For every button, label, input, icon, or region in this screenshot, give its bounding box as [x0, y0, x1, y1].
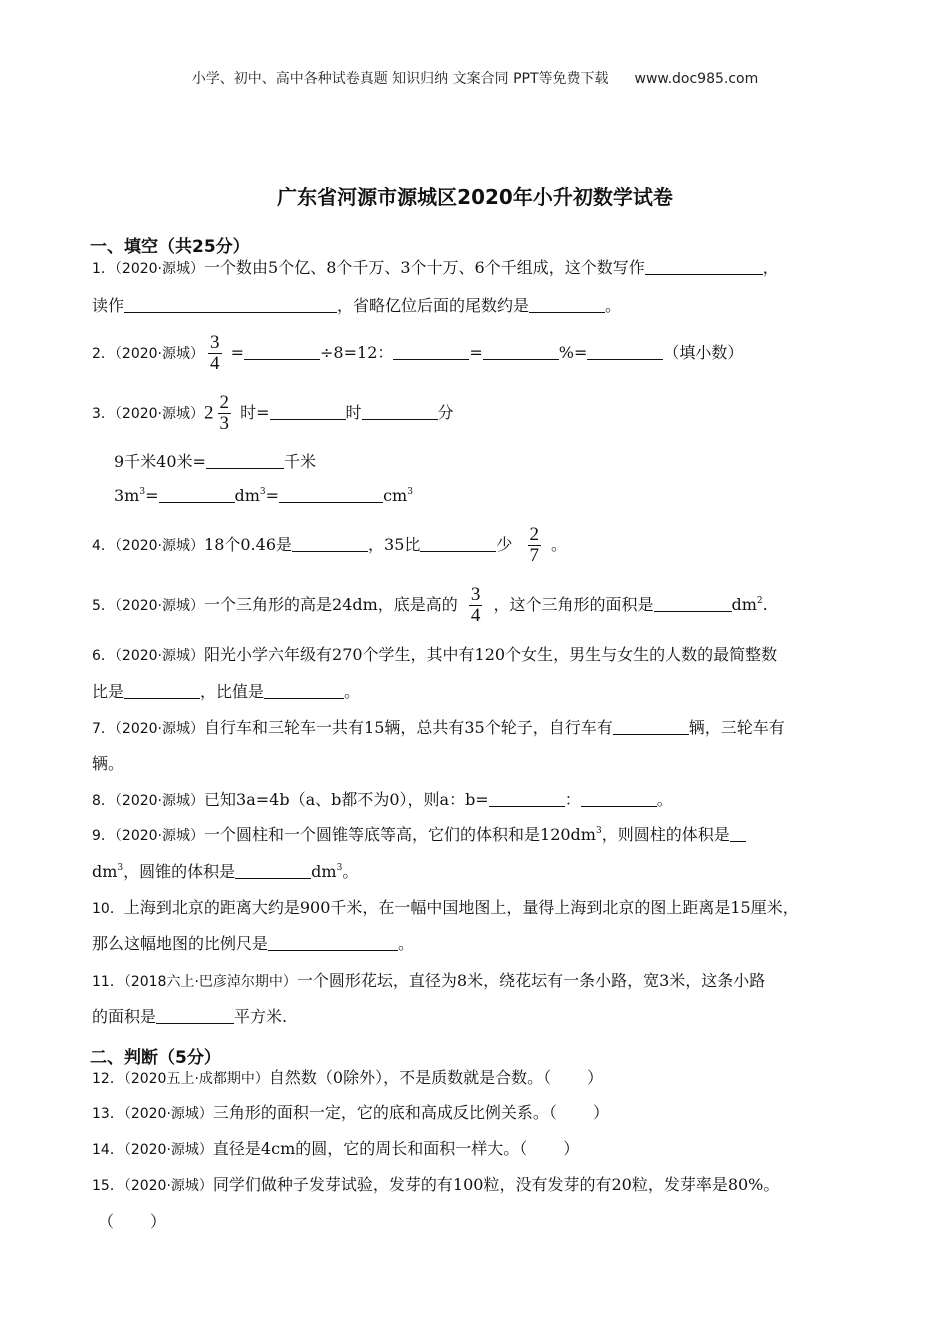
answer-blank[interactable] [159, 487, 235, 503]
page-header [0, 68, 950, 88]
question-15-line2: （ ） [98, 1212, 167, 1231]
question-10-line2: 那么这幅地图的比例尺是 。 [92, 934, 415, 953]
fraction: $\frac{3}{4}$ [210, 332, 220, 374]
answer-blank[interactable] [730, 826, 746, 842]
answer-blank[interactable] [156, 1008, 234, 1024]
answer-blank[interactable] [362, 404, 438, 420]
fraction: $\frac{3}{4}$ [470, 584, 481, 626]
question-8: 8．（2020·源城）已知3a=4b（a、b都不为0），则a：b= ： 。 [92, 790, 673, 809]
question-1-line2: 读作 ，省略亿位后面的尾数约是 。 [92, 296, 622, 315]
question-5: 5．（2020·源城）一个三角形的高是24dm，底是高的 $\frac{3}{4}$ ，这个三角形的面积是 $dm^2$. [92, 584, 768, 626]
question-14: 14．（2020·源城）直径是4cm的圆，它的周长和面积一样大。（ ） [92, 1139, 580, 1158]
fraction: $\frac{2}{3}$ [219, 392, 230, 434]
answer-blank[interactable] [206, 453, 284, 469]
answer-blank[interactable] [270, 404, 346, 420]
question-10: 10．上海到北京的距离大约是900千米，在一幅中国地图上，量得上海到北京的图上距离是15厘米， [92, 898, 799, 917]
section-fill-blank: 一、填空（共25分） [90, 237, 250, 257]
question-3: 3．（2020·源城）2 $\frac{2}{3}$ 时= 时 分 [92, 392, 454, 434]
answer-blank[interactable] [420, 536, 496, 552]
question-7: 7．（2020·源城）自行车和三轮车一共有15辆，总共有35个轮子，自行车有 辆，三轮车有 [92, 718, 785, 737]
question-2: 2．（2020·源城） $\frac{3}{4}$ = ÷8=12： = %= （填小数） [92, 332, 744, 374]
answer-blank[interactable] [124, 683, 200, 699]
question-11: 11．（2018六上·巴彦淖尔期中）一个圆形花坛，直径为8米，绕花坛有一条小路，宽3米，这条小路 [92, 971, 766, 990]
answer-blank[interactable] [264, 683, 344, 699]
answer-blank[interactable] [244, 344, 320, 360]
answer-blank[interactable] [279, 487, 383, 503]
question-12: 12．（2020五上·成都期中）自然数（0除外），不是质数就是合数。（ ） [92, 1068, 604, 1087]
answer-blank[interactable] [124, 297, 337, 313]
question-15: 15．（2020·源城）同学们做种子发芽试验，发芽的有100粒，没有发芽的有20粒，发芽率是80%。 [92, 1175, 780, 1194]
question-4: 4．（2020·源城）18个0.46是 ，35比 少 $\frac{2}{7}$ 。 [92, 524, 568, 566]
answer-blank[interactable] [645, 259, 763, 275]
answer-blank[interactable] [529, 297, 605, 313]
question-13: 13．（2020·源城）三角形的面积一定，它的底和高成反比例关系。（ ） [92, 1103, 609, 1122]
question-1: 1．（2020·源城）一个数由5个亿、8个千万、3个十万、6个千组成，这个数写作 ， [92, 258, 779, 277]
answer-blank[interactable] [235, 863, 311, 879]
question-9: 9．（2020·源城）一个圆柱和一个圆锥等底等高，它们的体积和是$120dm^3$，则圆柱的体积是 [92, 825, 746, 846]
answer-blank[interactable] [654, 596, 732, 612]
page-title: 广东省河源市源城区2020年小升初数学试卷 [277, 185, 673, 209]
answer-blank[interactable] [268, 935, 398, 951]
question-3-line2: 9千米40米= 千米 [114, 452, 316, 471]
answer-blank[interactable] [613, 719, 689, 735]
fraction: $\frac{2}{7}$ [529, 524, 539, 566]
header-text: 小学、初中、高中各种试卷真题 知识归纳 文案合同 PPT等免费下载 [191, 71, 609, 87]
question-6: 6．（2020·源城）阳光小学六年级有270个学生，其中有120个女生，男生与女生的人数的最简整数 [92, 645, 778, 664]
header-url[interactable]: www.doc985.com [634, 71, 759, 87]
question-7-line2: 辆。 [92, 754, 125, 773]
answer-blank[interactable] [393, 344, 469, 360]
question-3-line3: $3m^3= dm^3= cm^3$ [114, 486, 413, 505]
answer-blank[interactable] [581, 791, 657, 807]
answer-blank[interactable] [489, 791, 565, 807]
question-6-line2: 比是 ，比值是 。 [92, 682, 361, 701]
question-11-line2: 的面积是 平方米. [92, 1007, 288, 1026]
section-judge: 二、判断（5分） [90, 1048, 221, 1068]
answer-blank[interactable] [292, 536, 368, 552]
question-9-line2: $dm^3$，圆锥的体积是 $dm^3$。 [92, 862, 359, 881]
answer-blank[interactable] [587, 344, 663, 360]
answer-blank[interactable] [483, 344, 559, 360]
